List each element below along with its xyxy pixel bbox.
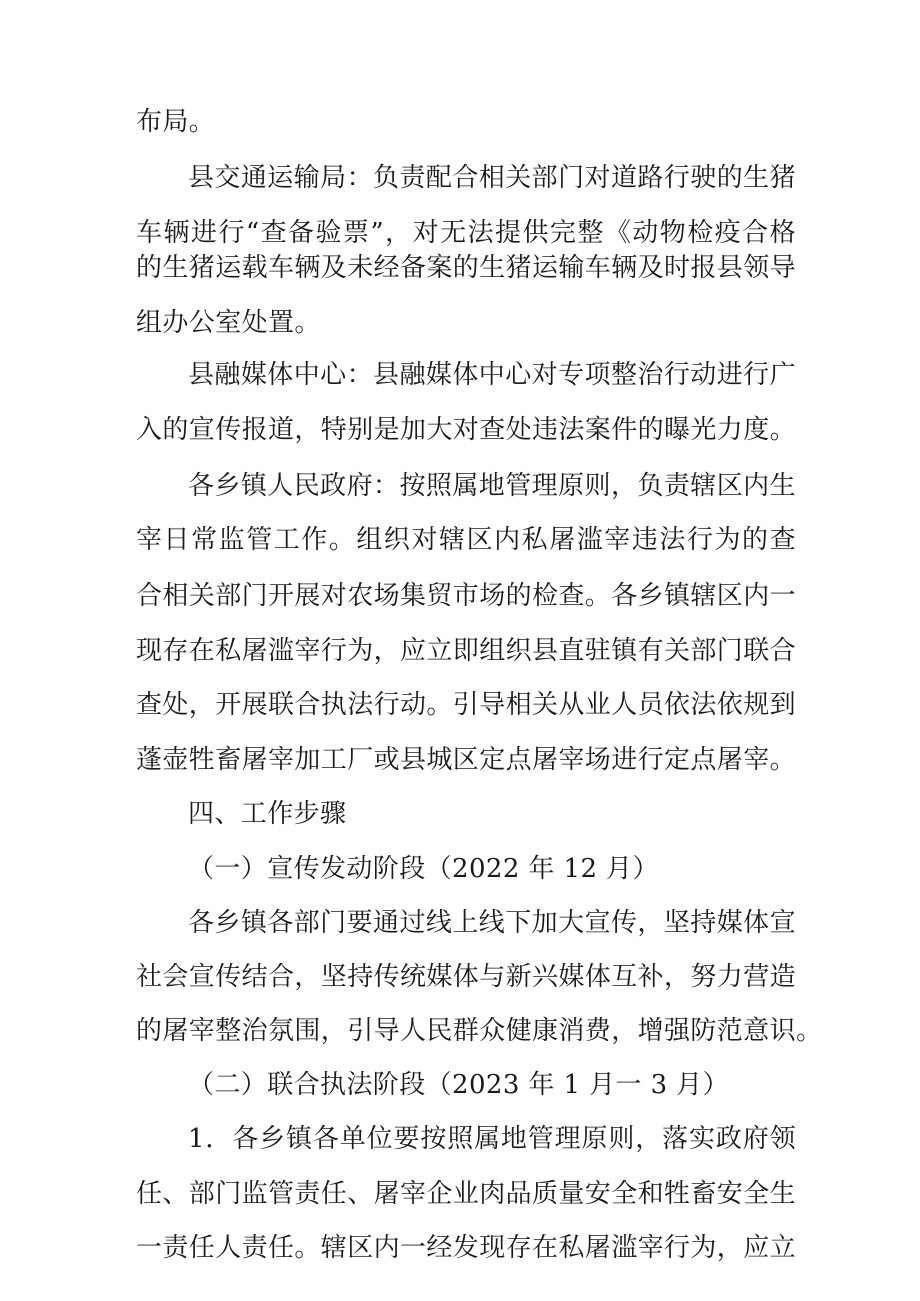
text-line-16: 的屠宰整治氛围，引导人民群众健康消费，增强防范意识。 bbox=[136, 1016, 823, 1046]
text-line-9: 宰日常监管工作。组织对辖区内私屠滥宰违法行为的查 bbox=[136, 525, 796, 555]
text-line-13: 蓬壶牲畜屠宰加工厂或县城区定点屠宰场进行定点屠宰。 bbox=[136, 745, 797, 775]
text-line-12: 查处，开展联合执法行动。引导相关从业人员依法依规到 bbox=[136, 690, 796, 720]
text-line-14: 各乡镇各部门要通过线上线下加大宣传，坚持媒体宣 bbox=[188, 908, 796, 938]
text-line-11: 现存在私屠滥宰行为，应立即组织县直驻镇有关部门联合 bbox=[136, 636, 796, 666]
subsection-heading-2: （二）联合执法阶段（2023 年 1 月一 3 月） bbox=[188, 1070, 729, 1100]
text-line-5: 组办公室处置。 bbox=[136, 308, 321, 338]
text-line-18: 任、部门监管责任、屠宰企业肉品质量安全和牲畜安全生 bbox=[136, 1179, 796, 1209]
section-heading: 四、工作步骤 bbox=[188, 799, 347, 829]
text-line-4: 的生猪运载车辆及未经备案的生猪运输车辆及时报县领导 bbox=[136, 253, 796, 283]
text-line-7: 入的宣传报道，特别是加大对查处违法案件的曝光力度。 bbox=[136, 415, 797, 445]
text-line-10: 合相关部门开展对农场集贸市场的检查。各乡镇辖区内一 bbox=[136, 581, 796, 611]
text-line-1: 布局。 bbox=[136, 107, 216, 137]
text-line-3: 车辆进行“查备验票”，对无法提供完整《动物检疫合格 bbox=[136, 218, 796, 248]
subsection-heading-1: （一）宣传发动阶段（2022 年 12 月） bbox=[188, 854, 659, 884]
text-line-6: 县融媒体中心：县融媒体中心对专项整治行动进行广 bbox=[188, 360, 796, 390]
text-line-15: 社会宣传结合，坚持传统媒体与新兴媒体互补，努力营造 bbox=[136, 962, 796, 992]
text-line-8: 各乡镇人民政府：按照属地管理原则，负责辖区内生 bbox=[188, 471, 796, 501]
text-line-2: 县交通运输局：负责配合相关部门对道路行驶的生猪 bbox=[188, 163, 796, 193]
text-line-17: 1．各乡镇各单位要按照属地管理原则，落实政府领 bbox=[188, 1124, 796, 1154]
text-line-19: 一责任人责任。辖区内一经发现存在私屠滥宰行为，应立 bbox=[136, 1233, 796, 1263]
